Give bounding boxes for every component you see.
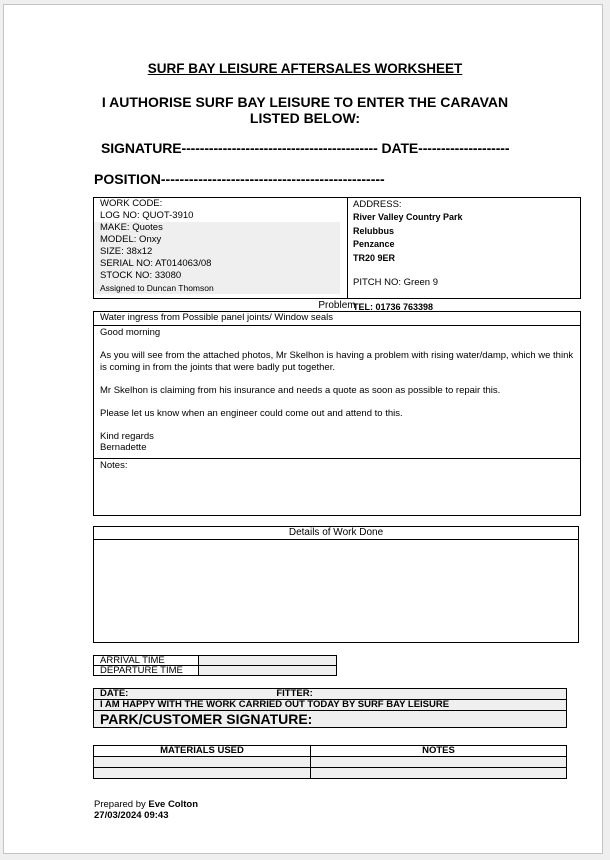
notes-field[interactable] [94,459,580,472]
table-row [94,757,567,768]
prepared-by-prefix: Prepared by [94,799,149,810]
caravan-details [94,198,348,298]
notes-header: NOTES [311,746,567,757]
prepared-timestamp: 27/03/2024 09:43 [94,810,169,821]
telephone: TEL: 01736 763398 [353,302,434,312]
pitch-no: PITCH NO: Green 9 [353,277,438,288]
problem-summary: Water ingress from Possible panel joints/ Window seals [94,312,580,326]
problem-paragraph-2: Mr Skelhon is claiming from his insurance and needs a quote as soon as possible to repair this. [100,384,501,396]
arrival-row [94,656,337,666]
signature-date-line: SIGNATURE------------------------------------------- DATE-------------------- [101,140,510,156]
materials-table [93,745,567,779]
position-line: POSITION------------------------------------------------ [94,171,385,187]
serial-no: SERIAL NO: AT014063/08 [94,258,340,270]
problem-label: Problem [318,300,356,311]
departure-time-field[interactable] [199,666,337,676]
authorisation-statement [0,94,610,126]
signoff-table [93,688,567,728]
address-label: ADDRESS: [353,199,402,210]
model: MODEL: Onxy [94,234,340,246]
work-done-box [93,526,579,643]
notes-label: Notes: [100,460,128,471]
authorisation-line-2: LISTED BELOW: [249,110,361,126]
materials-header-row [94,746,567,757]
table-row [94,768,567,779]
authorisation-line-1: I AUTHORISE SURF BAY LEISURE TO ENTER THE CARAVAN [101,94,509,110]
times-table [93,655,337,676]
problem-signoff: Kind regards [100,430,154,442]
address-line-3: Penzance [353,239,395,249]
work-done-field[interactable] [94,540,578,640]
materials-cell[interactable] [94,757,311,768]
departure-row [94,666,337,676]
date-label: DATE: [100,688,129,699]
stock-no: STOCK NO: 33080 [94,270,340,282]
problem-description [94,326,580,459]
arrival-time-field[interactable] [199,656,337,666]
notes-cell[interactable] [311,757,567,768]
problem-box [93,311,581,516]
arrival-time-label: ARRIVAL TIME [94,656,199,666]
log-no: LOG NO: QUOT-3910 [100,210,194,221]
fitter-label: FITTER: [276,688,313,699]
address-details [348,198,580,312]
materials-cell[interactable] [94,768,311,779]
problem-greeting: Good morning [100,327,161,338]
date-fitter-row[interactable] [94,689,567,700]
customer-signature-field[interactable]: PARK/CUSTOMER SIGNATURE: [94,711,567,728]
prepared-by-footer [94,799,198,821]
size: SIZE: 38x12 [94,246,340,258]
work-code: WORK CODE: [100,198,163,209]
make: MAKE: Quotes [94,222,340,234]
address-line-1: River Valley Country Park [353,212,463,222]
problem-paragraph-1: As you will see from the attached photos, Mr Skelhon is having a problem with rising water/damp, which we think is coming in from the joints that were badly put together. [100,350,574,373]
assigned-to: Assigned to Duncan Thomson [94,282,340,294]
work-done-label: Details of Work Done [94,527,578,540]
worksheet-title: SURF BAY LEISURE AFTERSALES WORKSHEET [147,61,463,76]
notes-cell[interactable] [311,768,567,779]
prepared-by-name: Eve Colton [148,799,199,810]
address-postcode: TR20 9ER [353,252,396,263]
problem-paragraph-3: Please let us know when an engineer could come out and attend to this. [100,407,403,419]
departure-time-label: DEPARTURE TIME [94,666,199,676]
materials-used-header: MATERIALS USED [94,746,311,757]
happy-statement: I AM HAPPY WITH THE WORK CARRIED OUT TODAY BY SURF BAY LEISURE [94,700,567,711]
problem-sender: Bernadette [100,442,147,453]
address-line-2: Relubbus [353,225,395,236]
